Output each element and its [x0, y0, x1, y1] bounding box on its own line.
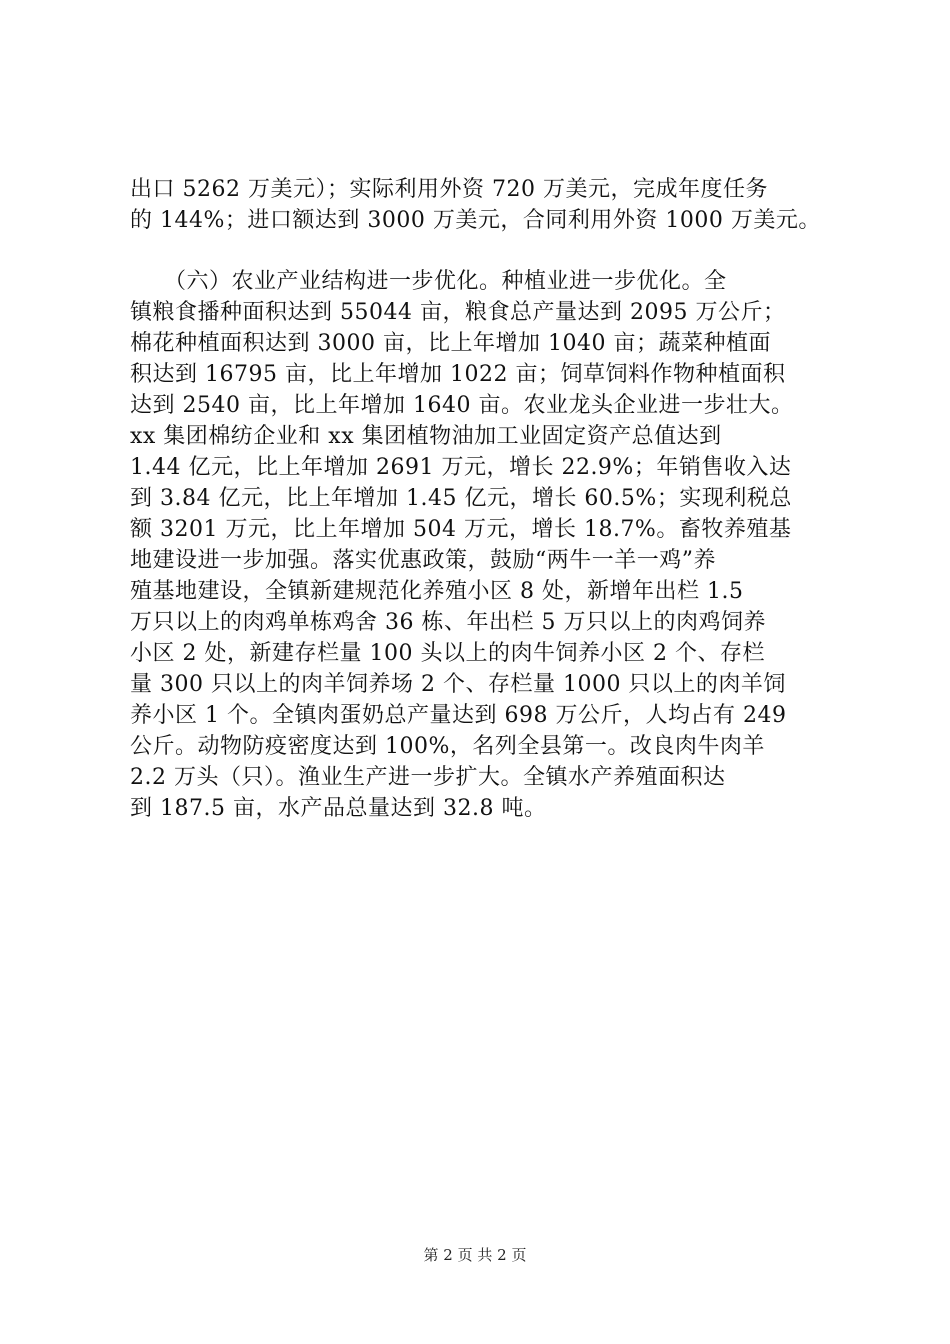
text-line: 到 3.84 亿元，比上年增加 1.45 亿元，增长 60.5%；实现利税总 — [130, 486, 792, 511]
text-line: 出口 5262 万美元）；实际利用外资 720 万美元，完成年度任务 — [130, 177, 768, 202]
text-line: 镇粮食播种面积达到 55044 亩，粮食总产量达到 2095 万公斤； — [130, 300, 786, 325]
text-line: 小区 2 处，新建存栏量 100 头以上的肉牛饲养小区 2 个、存栏 — [130, 641, 765, 666]
page-footer: 第 2 页 共 2 页 — [423, 1246, 527, 1264]
text-line: 棉花种植面积达到 3000 亩，比上年增加 1040 亩；蔬菜种植面 — [130, 331, 771, 356]
text-line: 公斤。动物防疫密度达到 100%，名列全县第一。改良肉牛肉羊 — [130, 734, 765, 759]
text-line: 殖基地建设，全镇新建规范化养殖小区 8 处，新增年出栏 1.5 — [130, 579, 744, 604]
text-line: xx 集团棉纺企业和 xx 集团植物油加工业固定资产总值达到 — [130, 424, 722, 449]
text-line: 养小区 1 个。全镇肉蛋奶总产量达到 698 万公斤，人均占有 249 — [130, 703, 787, 728]
text-line: 达到 2540 亩，比上年增加 1640 亩。农业龙头企业进一步壮大。 — [130, 393, 794, 418]
text-line: 积达到 16795 亩，比上年增加 1022 亩；饲草饲料作物种植面积 — [130, 362, 786, 387]
paragraph-agriculture — [130, 266, 835, 824]
paragraph-trade — [130, 174, 835, 236]
text-line: 到 187.5 亩，水产品总量达到 32.8 吨。 — [130, 796, 547, 821]
text-line: 的 144%；进口额达到 3000 万美元，合同利用外资 1000 万美元。 — [130, 208, 821, 233]
text-line: （六）农业产业结构进一步优化。种植业进一步优化。全 — [130, 269, 727, 294]
text-line: 量 300 只以上的肉羊饲养场 2 个、存栏量 1000 只以上的肉羊饲 — [130, 672, 786, 697]
text-line: 万只以上的肉鸡单栋鸡舍 36 栋、年出栏 5 万只以上的肉鸡饲养 — [130, 610, 766, 635]
text-line: 1.44 亿元，比上年增加 2691 万元，增长 22.9%；年销售收入达 — [130, 455, 792, 480]
text-line: 2.2 万头（只）。渔业生产进一步扩大。全镇水产养殖面积达 — [130, 765, 726, 790]
text-line: 额 3201 万元，比上年增加 504 万元，增长 18.7%。畜牧养殖基 — [130, 517, 792, 542]
text-line: 地建设进一步加强。落实优惠政策，鼓励“两牛一羊一鸡”养 — [130, 548, 716, 573]
